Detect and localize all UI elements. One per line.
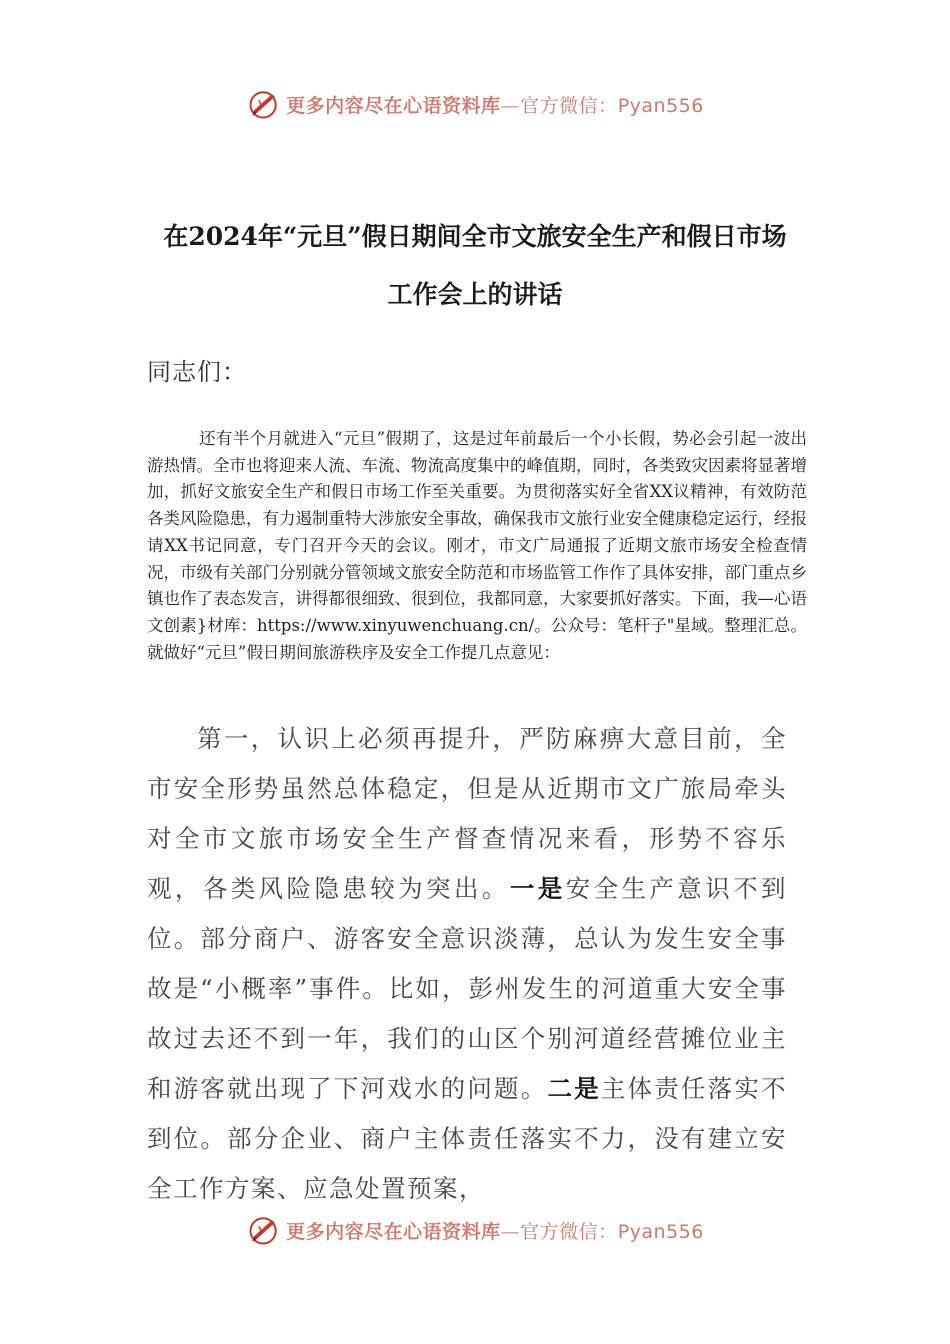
document-title <box>130 208 820 324</box>
pen-logo-icon <box>246 86 282 122</box>
title-line-2: 工作会上的讲话 <box>387 280 563 309</box>
title-line-1: 在2024年“元旦”假日期间全市文旅安全生产和假日市场 <box>163 222 787 251</box>
body-paragraph <box>147 714 787 1214</box>
point-marker-2: 二是 <box>547 1074 601 1103</box>
banner-text: 更多内容尽在心语资料库—官方微信：Pyan556 <box>286 94 704 117</box>
greeting: 同志们： <box>147 358 247 386</box>
banner-text: 更多内容尽在心语资料库—官方微信：Pyan556 <box>286 1220 704 1243</box>
body-text-2: 安全生产意识不到位。部分商户、游客安全意识淡薄，总认为发生安全事故是“小概率”事件。比如，彭州发生的河道重大安全事故过去还不到一年，我们的山区个别河道经营摊位业主和游客就出现了下河戏水的问题。 <box>147 874 788 1103</box>
pen-logo-icon <box>246 1212 282 1248</box>
footer-watermark-banner <box>0 1208 950 1252</box>
point-marker-1: 一是 <box>509 874 566 903</box>
intro-paragraph: 还有半个月就进入“元旦”假期了，这是过年前最后一个小长假，势必会引起一波出游热情。全市也将迎来人流、车流、物流高度集中的峰值期，同时，各类致灾因素将显著增加，抓好文旅安全生产和假日市场工作至关重要。为贯彻落实好全省XX议精神，有效防范各类风险隐患，有力遏制重特大涉旅安全事故，确保我市文旅行业安全健康稳定运行，经报请XX书记同意，专门召开今天的会议。刚才，市文广局通报了近期文旅市场安全检查情况，市级有关部门分别就分管领域文旅安全防范和市场监管工作作了具体安排，部门重点乡镇也作了表态发言，讲得都很细致、很到位，我都同意，大家要抓好落实。下面，我—心语文创素}材库：https://www.xinyuwenchuang.cn/。公众号：笔杆子"星域。整理汇总。就做好“元旦”假日期间旅游秩序及安全工作提几点意见： <box>147 429 807 662</box>
body-text-1: 第一，认识上必须再提升，严防麻痹大意目前，全市安全形势虽然总体稳定，但是从近期市文广旅局牵头对全市文旅市场安全生产督查情况来看，形势不容乐观，各类风险隐患较为突出。 <box>147 724 787 903</box>
body-text-3: 主体责任落实不到位。部分企业、商户主体责任落实不力，没有建立安全工作方案、应急处置预案， <box>147 1074 788 1203</box>
header-watermark-banner <box>0 82 950 126</box>
